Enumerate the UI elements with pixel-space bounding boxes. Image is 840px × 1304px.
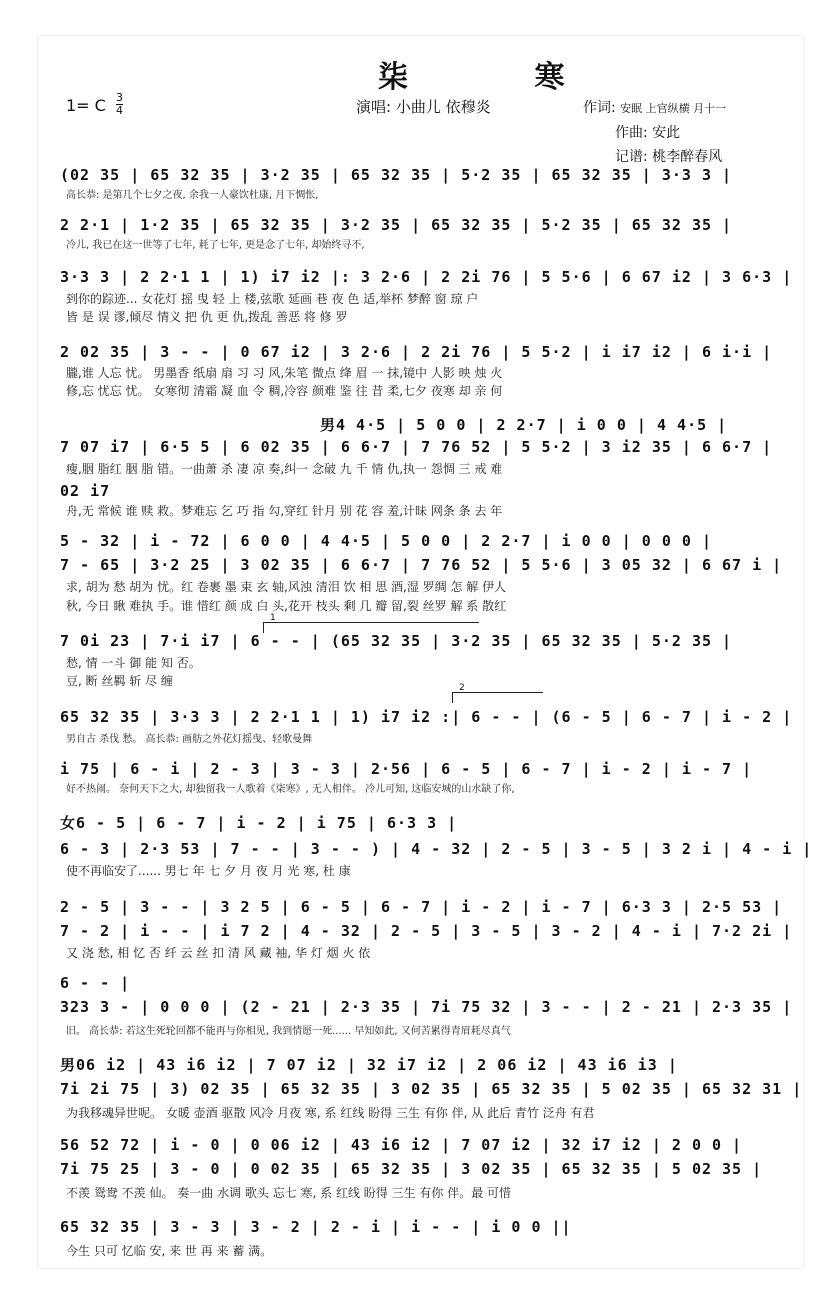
- notation-row-23: 65 32 35 | 3 - 3 | 3 - 2 | 2 - i | i - - | i 0 0 ||: [60, 1218, 572, 1236]
- lyrics-row-18: 旧。 高长恭: 若这生死轮回都不能再与你相见, 我到情愿一死...... 早知如此, 又何苦累得青眉耗尽真气: [66, 1026, 511, 1037]
- lyrics-row-11: 男自古 杀伐 愁。 高长恭: 画舫之外花灯摇曳、轻歌曼舞: [66, 734, 313, 745]
- notation-row-1: (02 35 | 65 32 35 | 3·2 35 | 65 32 35 | 5·2 35 | 65 32 35 | 3·3 3 |: [60, 166, 733, 184]
- time-signature-top: 3: [116, 91, 123, 104]
- lyrics-row-14: 使不再临安了...... 男七 年 七 夕 月 夜 月 光 寒, 杜 康: [66, 864, 351, 878]
- lyrics-row-6: 瘦,胭 脂红 胭 脂 错。一曲萧 杀 凄 凉 奏,纠一 念破 九 千 情 仇,执一 怨惆 三 戒 难: [66, 462, 503, 476]
- notation-row-17: 6 - - |: [60, 974, 131, 992]
- key-signature: 1= C: [66, 96, 106, 115]
- composer: 作曲: 安此: [615, 125, 681, 141]
- notation-row-2: 2 2·1 | 1·2 35 | 65 32 35 | 3·2 35 | 65 32 35 | 5·2 35 | 65 32 35 |: [60, 216, 733, 234]
- notation-row-18: 323 3 - | 0 0 0 | (2 - 21 | 2·3 35 | 7i 75 32 | 3 - - | 2 - 21 | 2·3 35 |: [60, 998, 793, 1016]
- credits: [583, 96, 726, 169]
- notation-row-15: 2 - 5 | 3 - - | 3 2 5 | 6 - 5 | 6 - 7 | i - 2 | i - 7 | 6·3 3 | 2·5 53 |: [60, 898, 783, 916]
- volta-2: 2: [452, 692, 543, 703]
- lyricist-names: 安眠 上官纵横 月十一: [620, 102, 727, 115]
- lyrics-row-10a: 愁, 情 一斗 御 能 知 否。: [66, 656, 201, 670]
- volta-1: 1: [263, 622, 479, 633]
- lyrics-row-20: 为我移魂异世呢。 女暖 壶酒 驱散 风冷 月夜 寒, 系 红线 盼得 三生 有你 伴, 从 此后 青竹 泛舟 有君: [66, 1106, 595, 1120]
- lyrics-row-12: 好不热闹。 奈何天下之大, 却独留我一人歌着《柒寒》, 无人相伴。 冷儿可知, 这临安城的山水缺了你,: [66, 784, 515, 795]
- lyrics-row-3b: 皆 是 误 谬,倾尽 情义 把 仇 更 仇,拨乱 善恶 将 修 罗: [66, 310, 348, 324]
- notation-row-21: 56 52 72 | i - 0 | 0 06 i2 | 43 i6 i2 | 7 07 i2 | 32 i7 i2 | 2 0 0 |: [60, 1136, 743, 1154]
- singers: 演唱: 小曲儿 依穆炎: [356, 98, 491, 116]
- lyrics-row-22: 不羡 鸳鸯 不羡 仙。 奏一曲 水调 歌头 忘七 寒, 系 红线 盼得 三生 有你 伴。最 可惜: [66, 1186, 512, 1200]
- notation-row-22: 7i 75 25 | 3 - 0 | 0 02 35 | 65 32 35 | 3 02 35 | 65 32 35 | 5 02 35 |: [60, 1160, 763, 1178]
- notation-row-11: 65 32 35 | 3·3 3 | 2 2·1 1 | 1) i7 i2 :| 6 - - | (6 - 5 | 6 - 7 | i - 2 |: [60, 708, 793, 726]
- notation-row-7: 02 i7: [60, 482, 111, 500]
- notation-row-10: 7 0i 23 | 7·i i7 | 6 - - | (65 32 35 | 3·2 35 | 65 32 35 | 5·2 35 |: [60, 632, 733, 650]
- lyricist-label: 作词:: [583, 100, 616, 116]
- lyrics-row-2: 冷儿, 我已在这一世等了七年, 耗了七年, 更是念了七年, 却始终寻不,: [66, 240, 365, 251]
- lyrics-row-9a: 求, 胡为 愁 胡为 忧。红 卷裹 墨 束 玄 轴,风浊 清泪 饮 相 思 酒,湿 罗绸 怎 解 伊人: [66, 580, 507, 594]
- lyrics-row-10b: 豆, 断 丝羁 斩 尽 缠: [66, 674, 173, 688]
- lyrics-row-3a: 到你的踪迹... 女花灯 摇 曳 轻 上 楼,弦歌 延画 巷 夜 色 适,举杯 梦醉 窗 琼 户: [66, 292, 479, 306]
- notation-row-6: 7 07 i7 | 6·5 5 | 6 02 35 | 6 6·7 | 7 76 52 | 5 5·2 | 3 i2 35 | 6 6·7 |: [60, 438, 773, 456]
- time-signature-bottom: 4: [116, 104, 123, 117]
- lyrics-row-9b: 秋, 今日 瞅 难执 手。谁 惜红 颜 成 白 头,花开 枝头 剩 几 瓣 留,裂 丝罗 解 系 散红: [66, 599, 507, 613]
- notation-row-5: 男4 4·5 | 5 0 0 | 2 2·7 | i 0 0 | 4 4·5 |: [320, 416, 728, 434]
- song-title: 柒 寒: [378, 60, 623, 95]
- notation-row-16: 7 - 2 | i - - | i 7 2 | 4 - 32 | 2 - 5 | 3 - 5 | 3 - 2 | 4 - i | 7·2 2i |: [60, 922, 793, 940]
- notation-row-13: 女6 - 5 | 6 - 7 | i - 2 | i 75 | 6·3 3 |: [60, 814, 458, 832]
- notation-row-19: 男06 i2 | 43 i6 i2 | 7 07 i2 | 32 i7 i2 | 2 06 i2 | 43 i6 i3 |: [60, 1056, 678, 1074]
- lyrics-row-7: 舟,无 常候 谁 赎 救。梦难忘 乞 巧 指 勾,穿红 针月 别 花 容 羞,计昧 网条 条 去 年: [66, 504, 503, 518]
- notation-row-12: i 75 | 6 - i | 2 - 3 | 3 - 3 | 2·56 | 6 - 5 | 6 - 7 | i - 2 | i - 7 |: [60, 760, 753, 778]
- transcriber: 记谱: 桃李醉春风: [615, 149, 723, 165]
- notation-row-8: 5 - 32 | i - 72 | 6 0 0 | 4 4·5 | 5 0 0 | 2 2·7 | i 0 0 | 0 0 0 |: [60, 532, 712, 550]
- notation-row-20: 7i 2i 75 | 3) 02 35 | 65 32 35 | 3 02 35 | 65 32 35 | 5 02 35 | 65 32 31 |: [60, 1080, 803, 1098]
- notation-row-14: 6 - 3 | 2·3 53 | 7 - - | 3 - - ) | 4 - 32 | 2 - 5 | 3 - 5 | 3 2 i | 4 - i |: [60, 840, 813, 858]
- lyrics-row-4b: 修,忘 忧忘 忧。 女寒彻 清霜 凝 血 令 稠,冷容 颜难 鉴 往 昔 柔,七夕 夜寒 却 亲 何: [66, 384, 503, 398]
- lyrics-row-4a: 朧,谁 人忘 忧。 男墨香 纸扇 扇 习 习 风,朱笔 微点 绛 眉 一 抹,镜中 人影 映 烛 火: [66, 366, 503, 380]
- lyrics-row-16: 又 浇 愁, 相 忆 否 纤 云 丝 扣 清 风 藏 袖, 华 灯 烟 火 依: [66, 946, 371, 960]
- notation-row-9: 7 - 65 | 3·2 25 | 3 02 35 | 6 6·7 | 7 76 52 | 5 5·6 | 3 05 32 | 6 67 i |: [60, 556, 783, 574]
- time-signature: [116, 92, 123, 117]
- notation-row-4: 2 02 35 | 3 - - | 0 67 i2 | 3 2·6 | 2 2i 76 | 5 5·2 | i i7 i2 | 6 i·i |: [60, 343, 773, 361]
- lyrics-row-23: 今生 只可 忆临 安, 来 世 再 来 蓄 满。: [66, 1244, 273, 1258]
- notation-row-3: 3·3 3 | 2 2·1 1 | 1) i7 i2 |: 3 2·6 | 2 2i 76 | 5 5·6 | 6 67 i2 | 3 6·3 |: [60, 268, 793, 286]
- lyrics-row-1: 高长恭: 是第几个七夕之夜, 余我一人豪饮杜康, 月下惆怅,: [66, 190, 319, 201]
